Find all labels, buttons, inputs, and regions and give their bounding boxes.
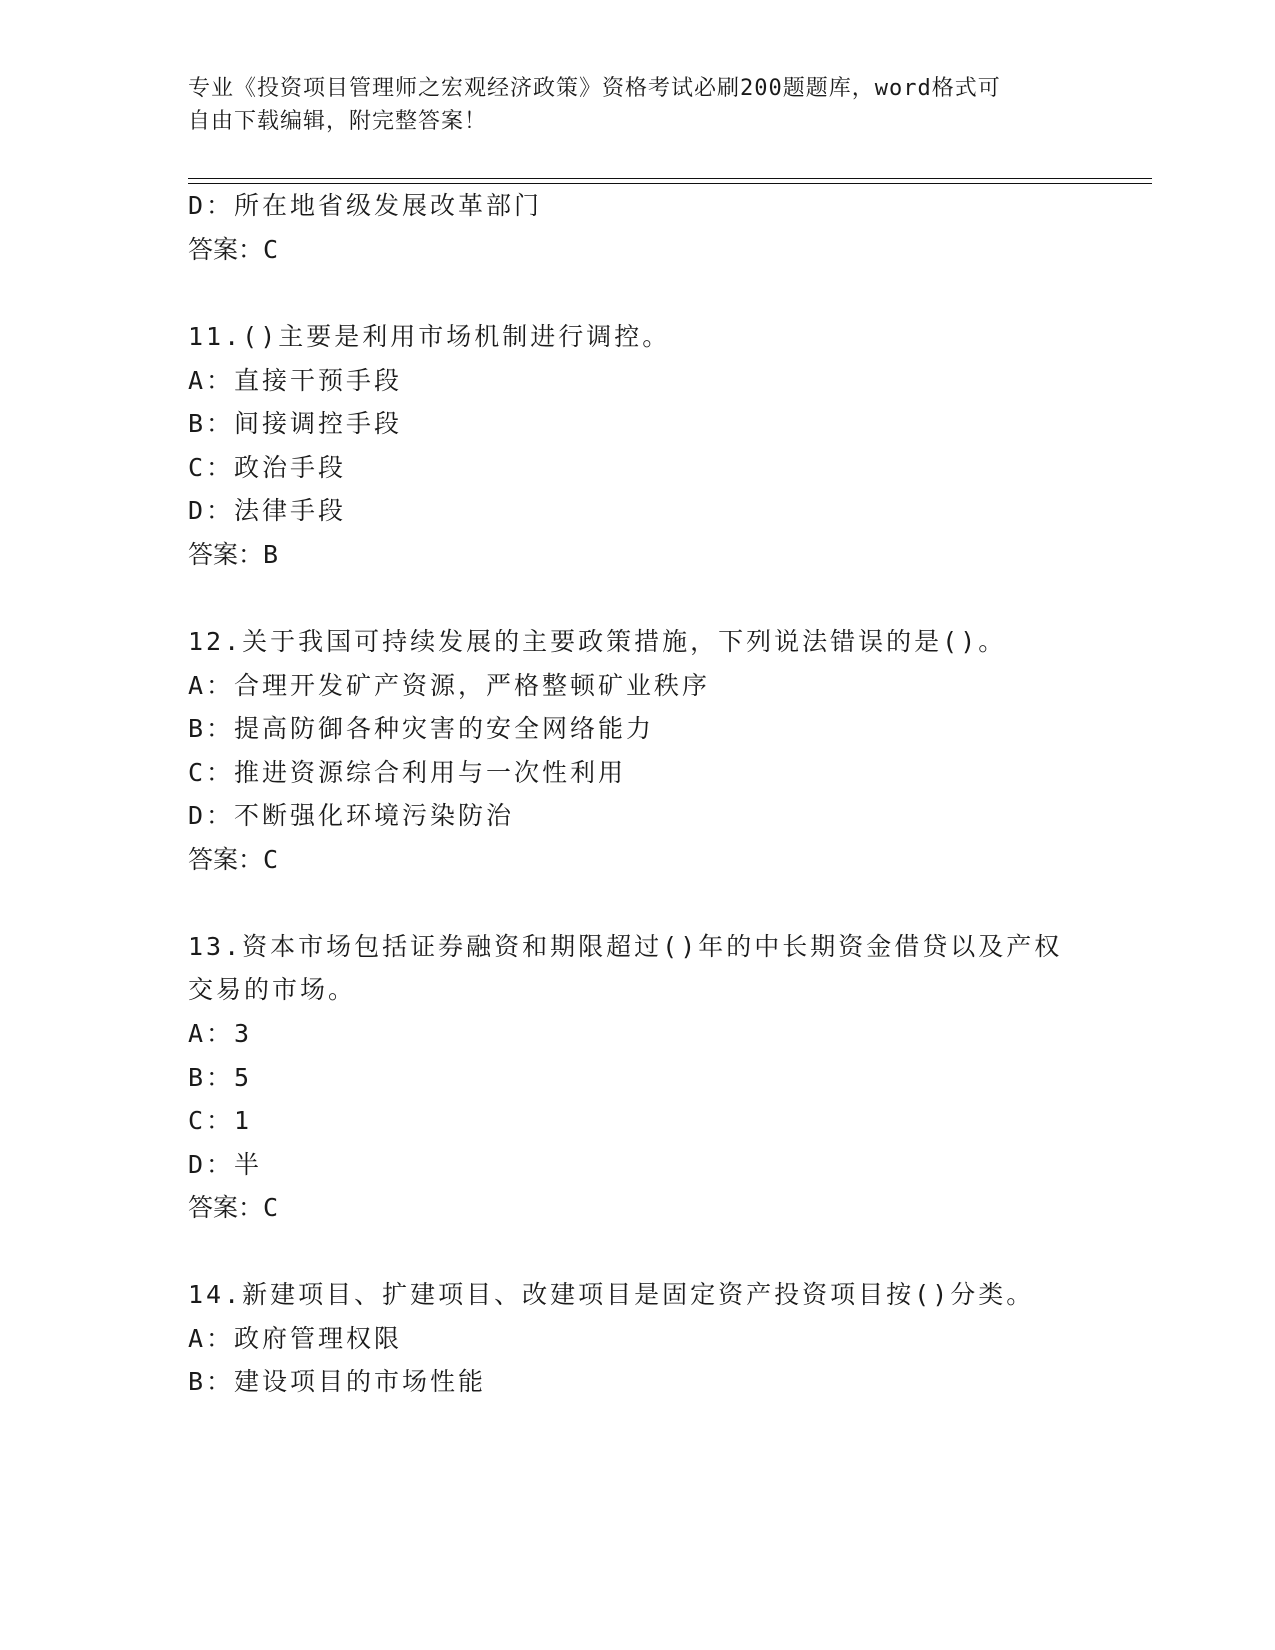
question-11-option-c: C：政治手段 [188,453,347,482]
question-12-option-a: A：合理开发矿产资源，严格整顿矿业秩序 [188,671,711,700]
answer-value: C [263,235,279,264]
document-header [188,72,1068,138]
header-line-1: 专业《投资项目管理师之宏观经济政策》资格考试必刷200题题库，word格式可 [188,76,1001,101]
question-12-answer [188,843,278,877]
question-11-option-b: B：间接调控手段 [188,409,403,438]
question-14-stem: 14.新建项目、扩建项目、改建项目是固定资产投资项目按()分类。 [188,1280,1035,1309]
header-divider-bottom [188,183,1152,184]
header-divider-top [188,178,1152,179]
question-13-option-d: D：半 [188,1150,263,1179]
answer-value: C [263,1193,279,1222]
question-12-stem: 12.关于我国可持续发展的主要政策措施，下列说法错误的是()。 [188,627,1007,656]
prev-answer [188,233,278,267]
answer-label: 答案： [188,1193,264,1222]
header-line-2: 自由下载编辑，附完整答案！ [188,109,488,134]
question-13-stem-line-2: 交易的市场。 [188,975,357,1004]
question-13-stem-line-1: 13.资本市场包括证券融资和期限超过()年的中长期资金借贷以及产权 [188,932,1063,961]
answer-value: B [263,540,279,569]
question-11-option-a: A：直接干预手段 [188,366,403,395]
prev-option-d: D：所在地省级发展改革部门 [188,191,543,220]
question-13-option-c: C：1 [188,1106,253,1135]
question-12-option-b: B：提高防御各种灾害的安全网络能力 [188,714,655,743]
question-14-option-a: A：政府管理权限 [188,1324,403,1353]
answer-label: 答案： [188,540,264,569]
question-11-option-d: D：法律手段 [188,496,347,525]
question-13-option-b: B：5 [188,1063,253,1092]
question-13-answer [188,1191,278,1225]
question-12-option-c: C：推进资源综合利用与一次性利用 [188,758,627,787]
question-14-option-b: B：建设项目的市场性能 [188,1367,487,1396]
question-12-option-d: D：不断强化环境污染防治 [188,801,515,830]
answer-label: 答案： [188,235,264,264]
answer-value: C [263,845,279,874]
question-11-answer [188,538,278,572]
question-11-stem: 11.()主要是利用市场机制进行调控。 [188,322,671,351]
question-13-option-a: A：3 [188,1019,253,1048]
answer-label: 答案： [188,845,264,874]
